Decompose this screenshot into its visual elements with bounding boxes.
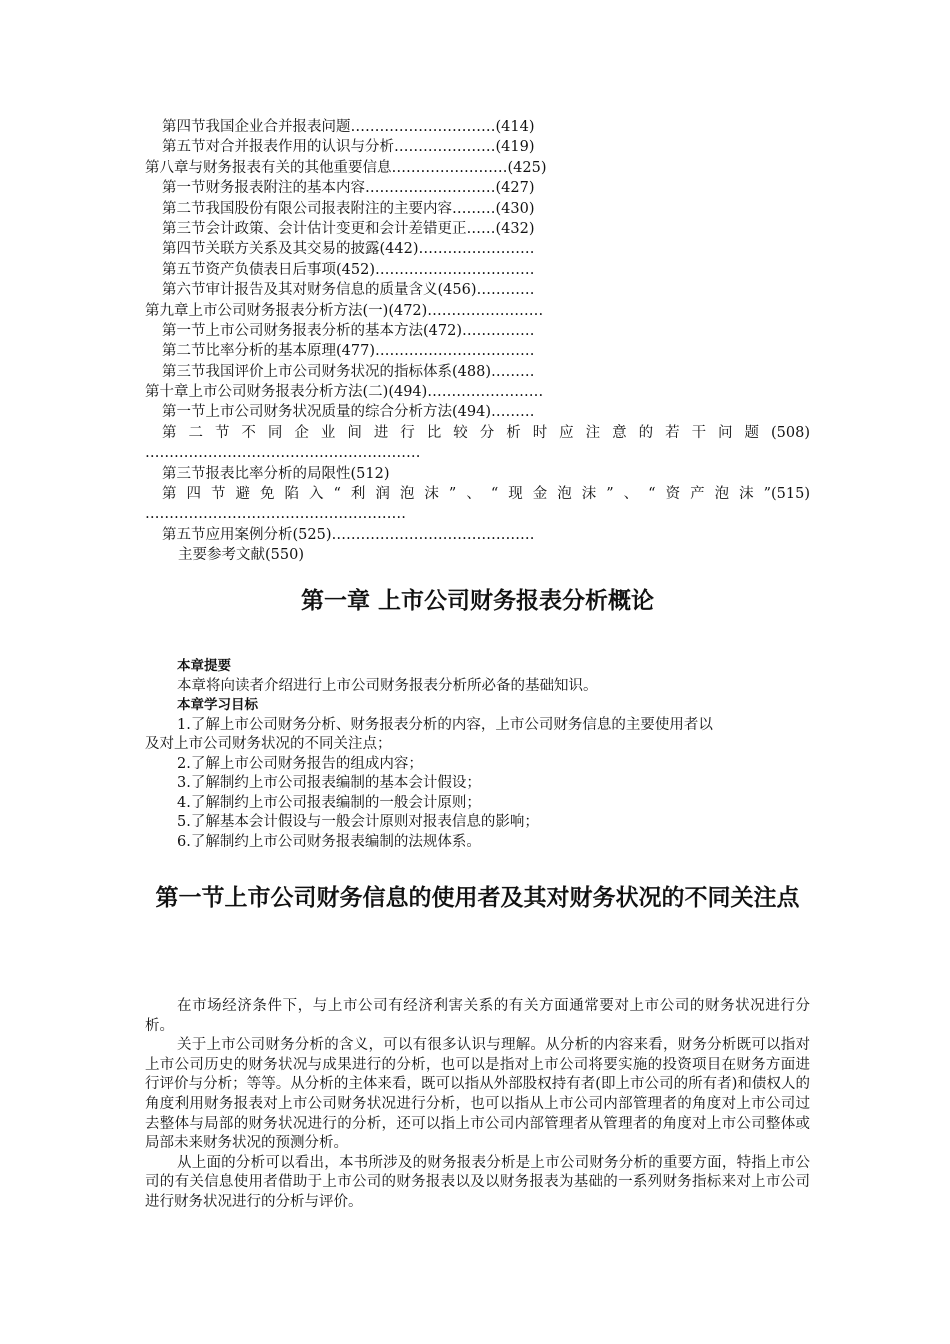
learning-goal-3: 3.了解制约上市公司报表编制的基本会计假设； [177, 775, 481, 791]
toc-line: ………………………………………………… [145, 445, 421, 462]
toc-line: 第四节关联方关系及其交易的披露(442)…………………… [162, 241, 535, 258]
learning-goal-1: 1.了解上市公司财务分析、财务报表分析的内容，上市公司财务信息的主要使用者以 [177, 716, 713, 733]
summary-heading: 本章提要 [177, 658, 231, 674]
learning-goals-heading: 本章学习目标 [177, 697, 258, 713]
toc-line: 主要参考文献(550) [178, 547, 304, 564]
table-of-contents [145, 117, 810, 566]
toc-line: 第二节我国股份有限公司报表附注的主要内容………(430) [162, 200, 535, 217]
learning-goal-2: 2.了解上市公司财务报告的组成内容； [177, 755, 423, 772]
toc-line: 第四节我国企业合并报表问题…………………………(414) [162, 119, 535, 135]
toc-line: 第八章与财务报表有关的其他重要信息……………………(425) [145, 159, 547, 176]
toc-line: 第三节报表比率分析的局限性(512) [162, 465, 390, 482]
toc-line: 第三节会计政策、会计估计变更和会计差错更正……(432) [162, 220, 535, 237]
toc-line: 第五节对合并报表作用的认识与分析…………………(419) [162, 139, 535, 156]
body-paragraph-1: 在市场经济条件下，与上市公司有经济利害关系的有关方面通常要对上市公司的财务状况进行分析。 [145, 998, 810, 1034]
toc-line: 第五节应用案例分析(525)…………………………………… [162, 526, 535, 543]
section-title: 第一节上市公司财务信息的使用者及其对财务状况的不同关注点 [155, 885, 800, 911]
toc-line: 第五节资产负债表日后事项(452)…………………………… [162, 261, 535, 278]
toc-line: 第九章上市公司财务报表分析方法(一)(472)…………………… [145, 302, 544, 319]
summary-intro: 本章将向读者介绍进行上市公司财务报表分析所必备的基础知识。 [177, 677, 598, 694]
learning-goal-4: 4.了解制约上市公司报表编制的一般会计原则； [177, 794, 481, 811]
chapter-title: 第一章 上市公司财务报表分析概论 [300, 588, 654, 614]
chapter-summary [145, 657, 810, 852]
toc-line: 第四节避免陷入“利润泡沫”、“现金泡沫”、“资产泡沫”(515) [162, 486, 810, 503]
toc-line: 第二节不同企业间进行比较分析时应注意的若干问题(508) [162, 424, 810, 441]
learning-goal-6: 6.了解制约上市公司财务报表编制的法规体系。 [177, 833, 481, 850]
toc-line: ……………………………………………… [145, 506, 406, 523]
toc-line: 第十章上市公司财务报表分析方法(二)(494)…………………… [145, 384, 544, 401]
learning-goal-1-continued: 及对上市公司财务状况的不同关注点； [145, 736, 392, 752]
body-paragraph-3: 从上面的分析可以看出，本书所涉及的财务报表分析是上市公司财务分析的重要方面，特指上市公司的有关信息使用者借助于上市公司的财务报表以及以财务报表为基础的一系列财务指标来对上市公司进行财务状况进行的分析与评价。 [145, 1154, 810, 1210]
toc-line: 第二节比率分析的基本原理(477)…………………………… [162, 343, 535, 360]
section-body [145, 997, 810, 1213]
toc-line: 第一节上市公司财务状况质量的综合分析方法(494)……… [162, 404, 535, 421]
learning-goal-5: 5.了解基本会计假设与一般会计原则对报表信息的影响； [177, 814, 539, 830]
toc-line: 第六节审计报告及其对财务信息的质量含义(456)………… [162, 282, 535, 299]
body-paragraph-2: 关于上市公司财务分析的含义，可以有很多认识与理解。从分析的内容来看，财务分析既可以指对上市公司历史的财务状况与成果进行的分析，也可以是指对上市公司将要实施的投资项目在财务方面进行评价与分析；等等。从分析的主体来看，既可以指从外部股权持有者(即上市公司的所有者)和债权人的角度利用财务报表对上市公司财务状况进行分析，也可以指从上市公司内部管理者的角度对上市公司过去整体与局部的财务状况进行的分析，还可以指上市公司内部管理者从管理者的角度对上市公司整体或局部未来财务状况的预测分析。 [145, 1037, 810, 1152]
toc-line: 第一节上市公司财务报表分析的基本方法(472)…………… [162, 322, 535, 339]
toc-line: 第三节我国评价上市公司财务状况的指标体系(488)……… [162, 363, 535, 380]
toc-line: 第一节财务报表附注的基本内容………………………(427) [162, 180, 535, 197]
